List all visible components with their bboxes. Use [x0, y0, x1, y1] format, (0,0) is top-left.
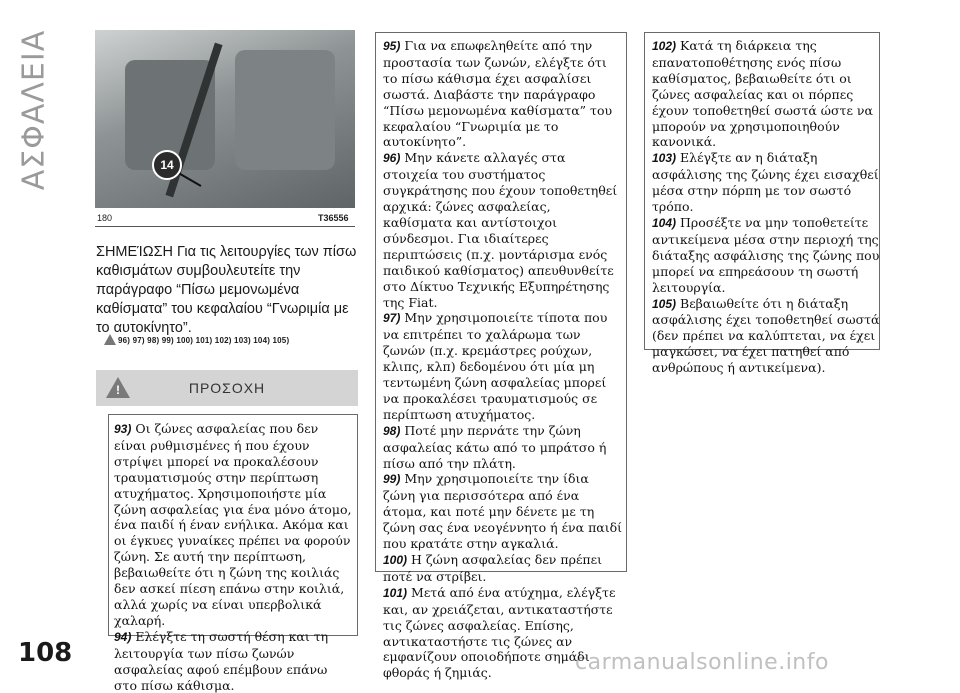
- warning-item: 102) Κατά τη διάρκεια της επανατοποθέτησης ενός πίσω καθίσματος, βεβαιωθείτε ότι οι ζώνες ασφαλείας και οι πόρπες έχουν τοποθετηθεί σωστά ώστε να μπορούν να χρησιμοποιηθούν κανονικά.: [652, 38, 873, 150]
- warning-item: 93) Οι ζώνες ασφαλείας που δεν είναι ρυθμισμένες ή που έχουν στρίψει μπορεί να προκαλέσουν τραυματισμούς στην περίπτωση ατυχήματος. Χρησιμοποιήστε μία ζώνη ασφαλείας για ένα μόνο άτομο, ένα παιδί ή έναν ενήλικα. Ακόμα και οι έγκυες γυναίκες πρέπει να φορούν ζώνη. Σε αυτή την περίπτωση, βεβαιωθείτε ότι η ζώνη της κοιλιάς δεν ασκεί πίεση επάνω στην κοιλιά, αλλά χωρίς να είναι υπερβολικά χαλαρή.: [114, 421, 352, 628]
- warning-item: 95) Για να επωφεληθείτε από την προστασία των ζωνών, ελέγξτε ότι το πίσω κάθισμα έχει ασφαλίσει σωστά. Διαβάστε την παράγραφο “Πίσω μεμονωμένα καθίσματα” του κεφαλαίου “Γνωριμία με το αυτοκίνητο”.: [383, 38, 613, 150]
- warning-item: 99) Μην χρησιμοποιείτε την ίδια ζώνη για περισσότερα από ένα άτομα, και ποτέ μην δένετε με τη ζώνη σας ένα νεογέννητο ή ένα παιδί που κρατάτε στην αγκαλιά.: [383, 471, 623, 552]
- warning-references: 96) 97) 98) 99) 100) 101) 102) 103) 104) 105): [118, 336, 290, 345]
- warning-item: 94) Ελέγξτε τη σωστή θέση και τη λειτουργία των πίσω ζωνών ασφαλείας αφού επέμβουν επάνω στο πίσω κάθισμα.: [114, 628, 329, 693]
- warning-header: [96, 370, 358, 406]
- warning-item: 98) Ποτέ μην περνάτε την ζώνη ασφαλείας κάτω από το μπράτσο ή πίσω από την πλάτη.: [383, 422, 607, 471]
- note-paragraph: ΣΗΜΕΊΩΣΗ Για τις λειτουργίες των πίσω καθισμάτων συμβουλευτείτε την παράγραφο “Πίσω μεμονωμένα καθίσματα” του κεφαλαίου “Γνωριμία με το αυτοκίνητο”.: [96, 244, 357, 336]
- seat-belt-photo: [95, 30, 355, 208]
- warning-item: 96) Μην κάνετε αλλαγές στα στοιχεία του συστήματος συγκράτησης που έχουν τοποθετηθεί αρχικά: ζώνες ασφαλείας, καθίσματα και αντίστοιχοι σύνδεσμοι. Για ιδιαίτερες περιπτώσεις (π.χ. μοντάρισμα ενός παιδικού καθίσματος) απευθυνθείτε στο Δίκτυο Τεχνικής Εξυπηρέτησης της Fiat.: [383, 150, 618, 310]
- warning-item: 100) Η ζώνη ασφαλείας δεν πρέπει ποτέ να στρίβει.: [383, 552, 603, 584]
- watermark: carmanualsonline.info: [575, 650, 829, 675]
- figure-number: 180: [97, 213, 113, 223]
- rear-seat-right: [235, 50, 335, 170]
- warning-title: ΠΡΟΣΟΧΗ: [188, 380, 266, 396]
- warning-item: 101) Μετά από ένα ατύχημα, ελέγξτε και, αν χρειάζεται, αντικαταστήστε τις ζώνες ασφαλείας. Επίσης, αντικαταστήστε τις ζώνες αν εμφανίζουν οποιοδήποτε σημάδι φθοράς ή ζημιάς.: [383, 584, 616, 681]
- warning-item: 105) Βεβαιωθείτε ότι η διάταξη ασφάλισης έχει τοποθετηθεί σωστά (δεν πρέπει να καλύπτεται, να έχει μαγκώσει, να έχει πατηθεί από ανθρώπους ή αντικείμενα).: [652, 295, 880, 376]
- callout-badge: 14: [152, 150, 182, 180]
- warning-column-3: [652, 38, 880, 376]
- page-number: 108: [18, 638, 73, 668]
- warning-item: 97) Μην χρησιμοποιείτε τίποτα που να επιτρέπει το χαλάρωμα των ζωνών (π.χ. κρεμάστρες ρούχων, κλιπς, κλπ) δεδομένου ότι μία μη τεντωμένη ζώνη ασφαλείας μπορεί να προκαλέσει τραυματισμούς σε περίπτωση ατυχήματος.: [383, 310, 608, 422]
- warning-item: 104) Προσέξτε να μην τοποθετείτε αντικείμενα μέσα στην περιοχή της διάταξης ασφάλισης της ζώνης που μπορεί να επηρεάσουν τη σωστή λειτουργία.: [652, 214, 880, 295]
- warning-item: 103) Ελέγξτε αν η διάταξη ασφάλισης της ζώνης έχει εισαχθεί μέσα στην πόρπη με τον σωστό τρόπο.: [652, 150, 879, 215]
- warning-column-1: [114, 421, 354, 693]
- warning-icon: !: [106, 377, 130, 398]
- figure-code: T36556: [318, 213, 349, 223]
- warning-triangle-icon: [104, 334, 116, 345]
- chapter-side-title: ΑΣΦΑΛΕΙΑ: [16, 29, 52, 191]
- warning-column-2: [383, 38, 623, 681]
- caption-rule: [95, 226, 355, 227]
